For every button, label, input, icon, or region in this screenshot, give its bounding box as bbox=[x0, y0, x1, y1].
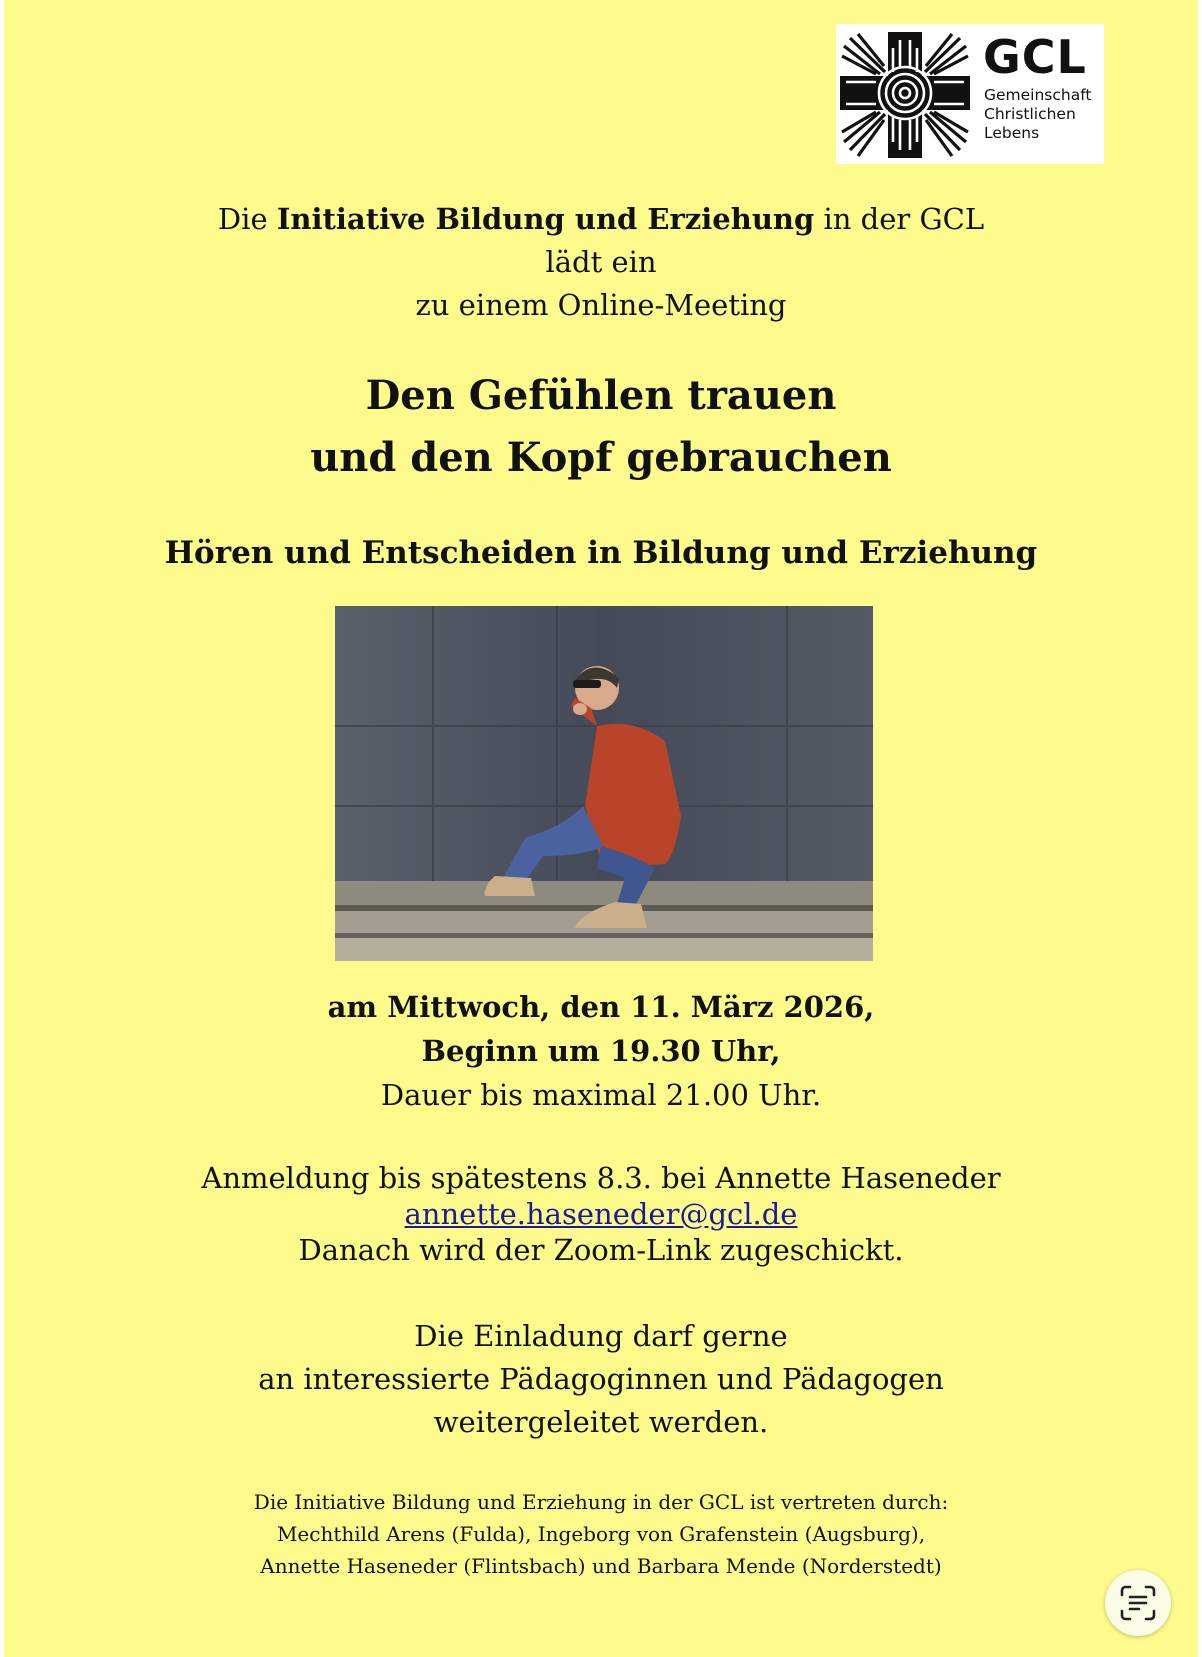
event-subtitle: Hören und Entscheiden in Bildung und Erziehung bbox=[164, 535, 1038, 571]
event-start-time: Beginn um 19.30 Uhr, bbox=[421, 1034, 781, 1068]
forwarding-note bbox=[4, 1315, 1198, 1444]
gcl-cross-logo-icon bbox=[840, 32, 970, 158]
flyer-page bbox=[4, 0, 1198, 1657]
intro-line-1 bbox=[4, 198, 1198, 241]
forwarding-line-3: weitergeleitet werden. bbox=[433, 1405, 769, 1439]
event-date: am Mittwoch, den 11. März 2026, bbox=[327, 990, 875, 1024]
logo-full-name bbox=[984, 86, 1102, 143]
representatives-footer bbox=[4, 1486, 1198, 1582]
intro-line-3: zu einem Online-Meeting bbox=[415, 288, 787, 322]
event-photo bbox=[335, 606, 873, 961]
logo-line-2: Christlichen bbox=[984, 105, 1076, 123]
registration-email-link[interactable]: annette.haseneder@gcl.de bbox=[404, 1197, 798, 1231]
footer-line-2: Mechthild Arens (Fulda), Ingeborg von Grafenstein (Augsburg), bbox=[276, 1522, 926, 1546]
live-text-scan-button[interactable] bbox=[1105, 1570, 1171, 1636]
forwarding-line-2: an interessierte Pädagoginnen und Pädagogen bbox=[258, 1362, 944, 1396]
registration-block bbox=[4, 1160, 1198, 1268]
logo-abbreviation: GCL bbox=[983, 30, 1087, 84]
live-text-scan-icon bbox=[1120, 1585, 1156, 1621]
registration-deadline: Anmeldung bis spätestens 8.3. bei Annette Haseneder bbox=[201, 1161, 1001, 1195]
intro-initiative-name: Initiative Bildung und Erziehung bbox=[276, 202, 815, 236]
footer-line-3: Annette Haseneder (Flintsbach) und Barbara Mende (Norderstedt) bbox=[260, 1554, 942, 1578]
title-line-1: Den Gefühlen trauen bbox=[365, 372, 837, 419]
event-date-block bbox=[4, 985, 1198, 1117]
gcl-logo bbox=[836, 24, 1104, 164]
zoom-link-note: Danach wird der Zoom-Link zugeschickt. bbox=[298, 1233, 904, 1267]
forwarding-line-1: Die Einladung darf gerne bbox=[414, 1319, 788, 1353]
event-title bbox=[4, 365, 1198, 489]
intro-block bbox=[4, 198, 1198, 327]
event-duration: Dauer bis maximal 21.00 Uhr. bbox=[380, 1078, 822, 1112]
logo-line-3: Lebens bbox=[984, 124, 1040, 142]
person-on-steps-image bbox=[335, 606, 873, 961]
intro-line-2: lädt ein bbox=[545, 245, 657, 279]
intro-prefix: Die bbox=[217, 202, 277, 236]
footer-line-1: Die Initiative Bildung und Erziehung in der GCL ist vertreten durch: bbox=[253, 1490, 949, 1514]
title-line-2: und den Kopf gebrauchen bbox=[310, 434, 892, 481]
intro-suffix: in der GCL bbox=[814, 202, 985, 236]
logo-line-1: Gemeinschaft bbox=[984, 86, 1092, 104]
